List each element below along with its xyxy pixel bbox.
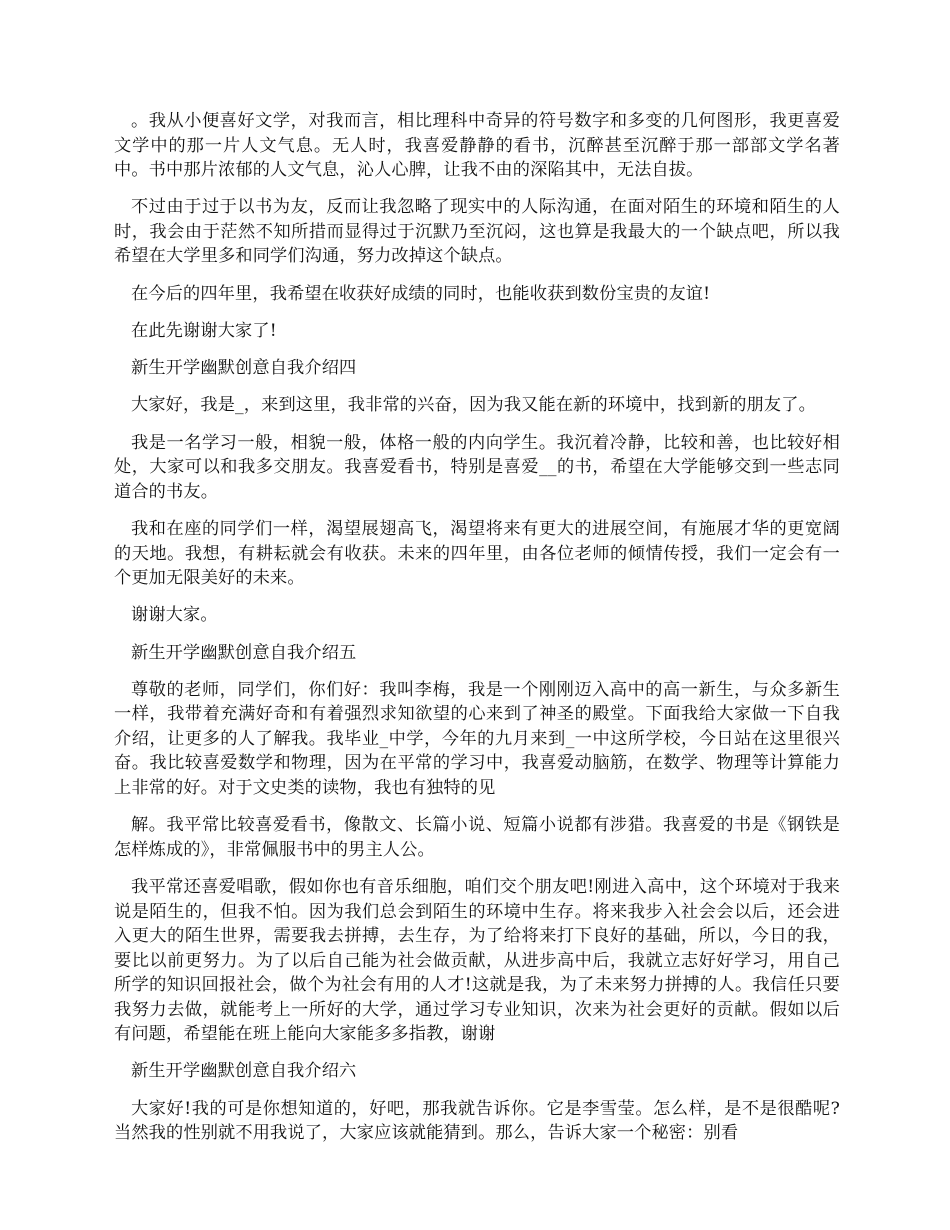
- paragraph-6: 大家好，我是_，来到这里，我非常的兴奋，因为我又能在新的环境中，找到新的朋友了。: [131, 395, 816, 416]
- section-heading-6: 新生开学幽默创意自我介绍六: [131, 1061, 357, 1082]
- paragraph-7: 我是一名学习一般，相貌一般，体格一般的内向学生。我沉着冷静，比较和善，也比较好相处，大家可以和我多交朋友。我喜爱看书，特别是喜爱__的书，希望在大学能够交到一些志同道合的书友。: [114, 432, 840, 502]
- paragraph-3: 在今后的四年里，我希望在收获好成绩的同时，也能收获到数份宝贵的友谊!: [131, 283, 711, 304]
- paragraph-4: 在此先谢谢大家了!: [131, 320, 277, 341]
- paragraph-12: 解。我平常比较喜爱看书，像散文、长篇小说、短篇小说都有涉猎。我喜爱的书是《钢铁是怎样炼成的》，非常佩服书中的男主人公。: [114, 815, 840, 860]
- paragraph-15: 大家好!我的可是你想知道的，好吧，那我就告诉你。它是李雪莹。怎么样，是不是很酷呢?当然我的性别就不用我说了，大家应该就能猜到。那么，告诉大家一个秘密：别看: [114, 1098, 840, 1144]
- paragraph-8: 我和在座的同学们一样，渴望展翅高飞，渴望将来有更大的进展空间，有施展才华的更宽阔的天地。我想，有耕耘就会有收获。未来的四年里，由各位老师的倾情传授，我们一定会有一个更加无限美好的未来。: [114, 519, 840, 589]
- section-heading-5: 新生开学幽默创意自我介绍五: [131, 642, 357, 663]
- paragraph-2: 不过由于过于以书为友，反而让我忽略了现实中的人际沟通，在面对陌生的环境和陌生的人时，我会由于茫然不知所措而显得过于沉默乃至沉闷，这也算是我最大的一个缺点吧，所以我希望在大学里多和同学们沟通，努力改掉这个缺点。: [114, 197, 840, 267]
- paragraph-13: 我平常还喜爱唱歌，假如你也有音乐细胞，咱们交个朋友吧!刚进入高中，这个环境对于我来说是陌生的，但我不怕。因为我们总会到陌生的环境中生存。将来我步入社会会以后，还会进入更大的陌生世界，需要我去拼搏，去生存，为了给将来打下良好的基础，所以，今日的我，要比以前更努力。为了以后自己能为社会做贡献，从进步高中后，我就立志好好学习，用自己所学的知识回报社会，做个为社会有用的人才!这就是我，为了未来努力拼搏的人。我信任只要我努力去做，就能考上一所好的大学，通过学习专业知识，次来为社会更好的贡献。假如以后有问题，希望能在班上能向大家能多多指教，谢谢: [114, 877, 840, 1045]
- paragraph-11: 尊敬的老师，同学们，你们好：我叫李梅，我是一个刚刚迈入高中的高一新生，与众多新生一样，我带着充满好奇和有着强烈求知欲望的心来到了神圣的殿堂。下面我给大家做一下自我介绍，让更多的人了解我。我毕业_中学，今年的九月来到_一中这所学校，今日站在这里很兴奋。我比较喜爱数学和物理，因为在平常的学习中，我喜爱动脑筋，在数学、物理等计算能力上非常的好。对于文史类的读物，我也有独特的见: [114, 679, 840, 798]
- paragraph-1: 。我从小便喜好文学，对我而言，相比理科中奇异的符号数字和多变的几何图形，我更喜爱文学中的那一片人文气息。无人时，我喜爱静静的看书，沉醉甚至沉醉于那一部部文学名著中。书中那片浓郁的人文气息，沁人心脾，让我不由的深陷其中，无法自拔。: [114, 111, 840, 180]
- paragraph-9: 谢谢大家。: [131, 605, 218, 626]
- document-page: [114, 109, 840, 1158]
- section-heading-4: 新生开学幽默创意自我介绍四: [131, 358, 357, 379]
